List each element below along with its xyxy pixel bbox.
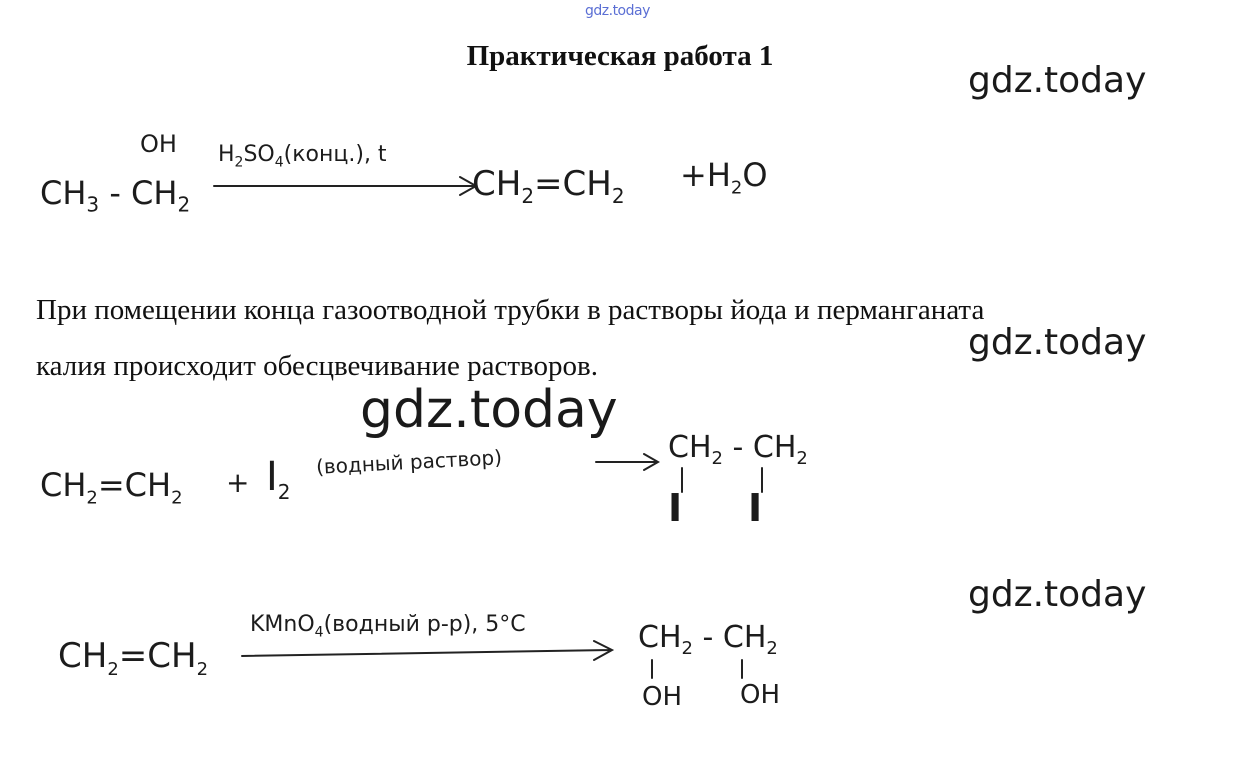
eq2-iodine: $I_2$ bbox=[266, 454, 291, 504]
paragraph-line-2: калия происходит обесцвечивание растворов. bbox=[36, 350, 598, 382]
watermark-top: gdz.today bbox=[585, 3, 650, 19]
watermark: gdz.today bbox=[968, 574, 1147, 615]
eq1-reactant: $CH_3 - CH_2$ bbox=[40, 174, 191, 217]
paragraph-line-1: При помещении конца газоотводной трубки в растворы йода и перманганата bbox=[36, 294, 985, 326]
eq2-plus: + bbox=[226, 466, 250, 499]
watermark: gdz.today bbox=[968, 60, 1147, 101]
eq1-arrow bbox=[212, 170, 482, 200]
page-title: Практическая работа 1 bbox=[466, 40, 774, 72]
eq3-oh-1: OH bbox=[642, 682, 683, 712]
eq1-product: $CH_2=CH_2$ bbox=[472, 164, 625, 208]
eq3-oh-2: OH bbox=[740, 680, 781, 710]
eq2-arrow bbox=[594, 450, 664, 474]
equation-3 bbox=[58, 600, 838, 720]
eq2-reactant: $CH_2=CH_2$ bbox=[40, 466, 183, 509]
equation-1 bbox=[40, 130, 780, 230]
eq3-reactant: $CH_2=CH_2$ bbox=[58, 636, 209, 680]
eq3-product: $CH_2 - CH_2$ bbox=[638, 620, 778, 659]
eq3-condition: KMnO$_4$(водный р-р), 5°C bbox=[250, 612, 526, 641]
eq2-product: $CH_2 - CH_2$ bbox=[668, 430, 808, 469]
watermark-large: gdz.today bbox=[360, 380, 618, 440]
eq2-iodine-1: I bbox=[668, 486, 683, 530]
eq2-bonds bbox=[670, 466, 790, 496]
eq1-water: $+H_2O$ bbox=[680, 156, 768, 199]
eq2-condition: (водный раствор) bbox=[315, 445, 503, 479]
paragraph bbox=[36, 282, 1226, 394]
eq2-iodine-2: I bbox=[748, 486, 763, 530]
eq1-condition: $H_2SO_4(конц.)$, t bbox=[218, 142, 387, 171]
eq1-oh: OH bbox=[140, 130, 177, 158]
eq3-arrow bbox=[240, 638, 620, 668]
equation-2 bbox=[40, 430, 840, 540]
watermark: gdz.today bbox=[968, 322, 1147, 363]
